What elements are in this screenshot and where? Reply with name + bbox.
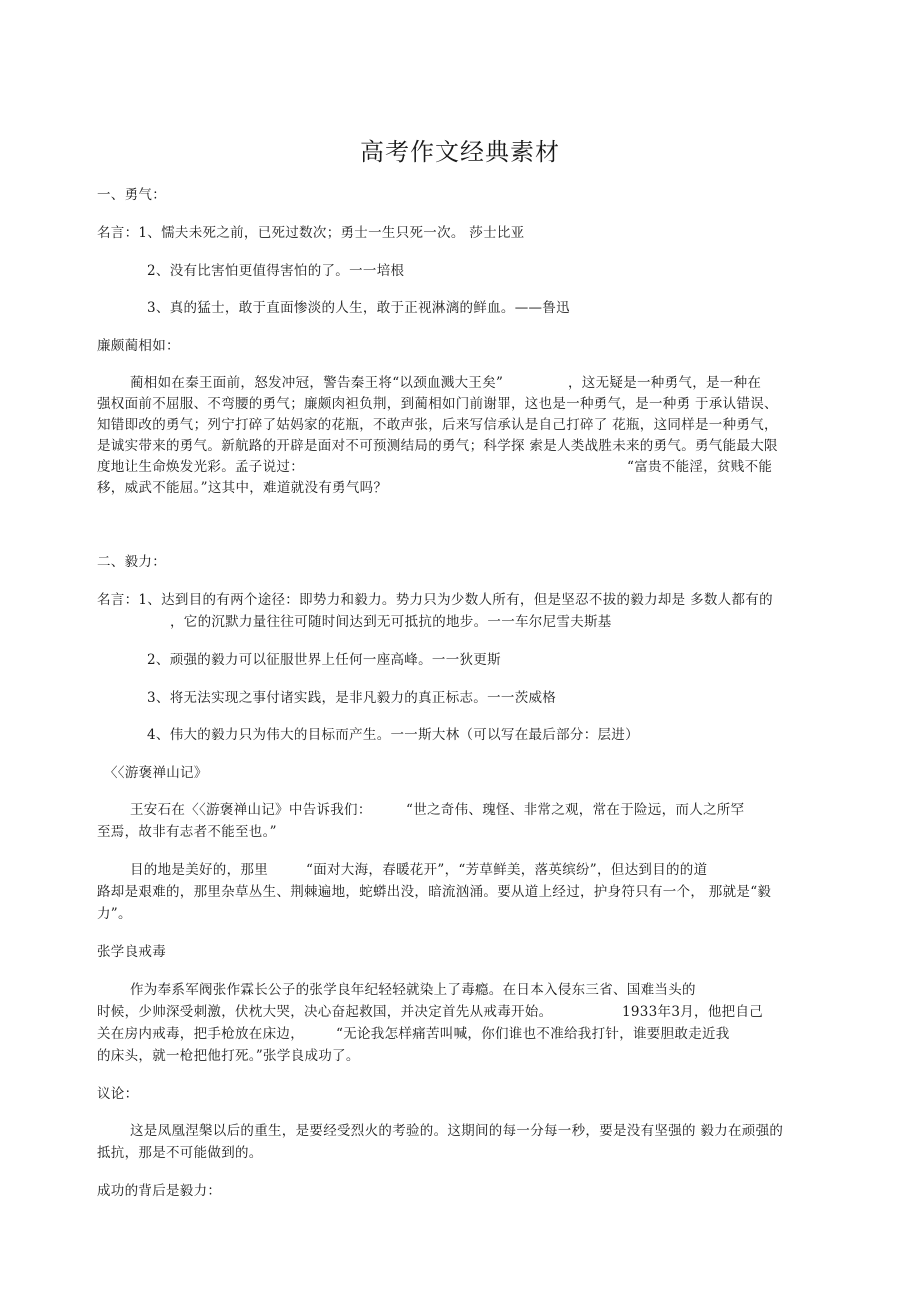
paragraph-line: 移，威武不能屈。”这其中，难道就没有勇气吗？ bbox=[97, 480, 388, 496]
quote-1: 名言：1、达到目的有两个途径：即势力和毅力。势力只为少数人所有，但是坚忍不拔的毅力却是 多数人都有的 bbox=[97, 592, 773, 608]
paragraph-line: 这是凤凰涅槃以后的重生，是要经受烈火的考验的。这期间的每一分每一秒，要是没有坚强的 毅力在顽强的 bbox=[130, 1123, 784, 1139]
paragraph-line: “世之奇伟、瑰怪、非常之观，常在于险远，而人之所罕 bbox=[406, 802, 745, 818]
quote-4: 4、伟大的毅力只为伟大的目标而产生。一一斯大林（可以写在最后部分：层进） bbox=[147, 727, 639, 743]
paragraph-line: 的床头，就一枪把他打死。”张学良成功了。 bbox=[97, 1048, 360, 1064]
paragraph-line: “无论我怎样痛苦叫喊，你们谁也不准给我打针，谁要胆敢走近我 bbox=[336, 1026, 730, 1042]
quote-3: 3、真的猛士，敢于直面惨淡的人生，敢于正视淋漓的鲜血。——鲁迅 bbox=[147, 300, 570, 316]
paragraph-line: ，这无疑是一种勇气，是一种在 bbox=[568, 375, 762, 391]
quote-2: 2、顽强的毅力可以征服世界上任何一座高峰。一一狄更斯 bbox=[147, 652, 501, 668]
paragraph-line: 关在房内戒毒，把手枪放在床边， bbox=[97, 1026, 304, 1042]
section-heading-courage: 一、勇气： bbox=[97, 187, 166, 203]
paragraph-line: 蔺相如在秦王面前，怒发冲冠，警告秦王将“以颈血溅大王矣” bbox=[130, 375, 504, 391]
paragraph-line: 作为奉系军阀张作霖长公子的张学良年纪轻轻就染上了毒瘾。在日本入侵东三省、国难当头的 bbox=[130, 982, 696, 998]
success-heading: 成功的背后是毅力： bbox=[97, 1183, 222, 1199]
quote-1: 名言：1、懦夫未死之前，已死过数次；勇士一生只死一次。 莎士比亚 bbox=[97, 225, 525, 241]
paragraph-line: 力”。 bbox=[97, 906, 132, 922]
discussion-heading: 议论： bbox=[97, 1086, 139, 1102]
section-heading-perseverance: 二、毅力： bbox=[97, 554, 166, 570]
story-heading-zhangxueliang: 张学良戒毒 bbox=[97, 944, 166, 960]
document-title: 高考作文经典素材 bbox=[360, 138, 560, 166]
quote-1-continued: ，它的沉默力量往往可随时间达到无可抵抗的地步。一一车尔尼雪夫斯基 bbox=[170, 614, 612, 630]
paragraph-line: 王安石在〈〈游褒禅山记》中告诉我们： bbox=[130, 802, 372, 818]
paragraph-line: “富贵不能淫，贫贱不能 bbox=[627, 459, 773, 475]
paragraph-line: 是诚实带来的勇气。新航路的开辟是面对不可预测结局的勇气；科学探 索是人类战胜未来的勇气。勇气能最大限 bbox=[97, 438, 778, 454]
paragraph-line: “面对大海，春暖花开”，“芳草鲜美，落英缤纷”，但达到目的的道 bbox=[306, 862, 708, 878]
paragraph-line: 度地让生命焕发光彩。孟子说过： bbox=[97, 459, 304, 475]
quote-2: 2、没有比害怕更值得害怕的了。一一培根 bbox=[147, 263, 405, 279]
paragraph-line: 1933年3月，他把自己 bbox=[622, 1004, 764, 1020]
paragraph-line: 时候，少帅深受刺激，伏枕大哭，决心奋起救国，并决定首先从戒毒开始。 bbox=[97, 1004, 553, 1020]
paragraph-line: 路却是艰难的，那里杂草丛生、荆棘遍地，蛇蟒出没，暗流汹涌。要从道上经过，护身符只有一个， 那就是“毅 bbox=[97, 884, 772, 900]
paragraph-line: 强权面前不屈服、不弯腰的勇气；廉颇肉袒负荆，到蔺相如门前谢罪，这也是一种勇气，是一种勇 于承认错误、 bbox=[97, 396, 778, 412]
paragraph-line: 至焉，故非有志者不能至也。” bbox=[97, 824, 277, 840]
story-heading-lianpo: 廉颇蔺相如： bbox=[97, 338, 180, 354]
quote-3: 3、将无法实现之事付诸实践，是非凡毅力的真正标志。一一茨威格 bbox=[147, 690, 557, 706]
story-heading-youbaochanshan: 〈〈游褒禅山记》 bbox=[104, 765, 208, 781]
paragraph-line: 目的地是美好的，那里 bbox=[130, 862, 268, 878]
paragraph-line: 知错即改的勇气；列宁打碎了姑妈家的花瓶，不敢声张，后来写信承认是自己打碎了 花瓶，这同样是一种勇气， bbox=[97, 417, 778, 433]
paragraph-line: 抵抗，那是不可能做到的。 bbox=[97, 1145, 263, 1161]
